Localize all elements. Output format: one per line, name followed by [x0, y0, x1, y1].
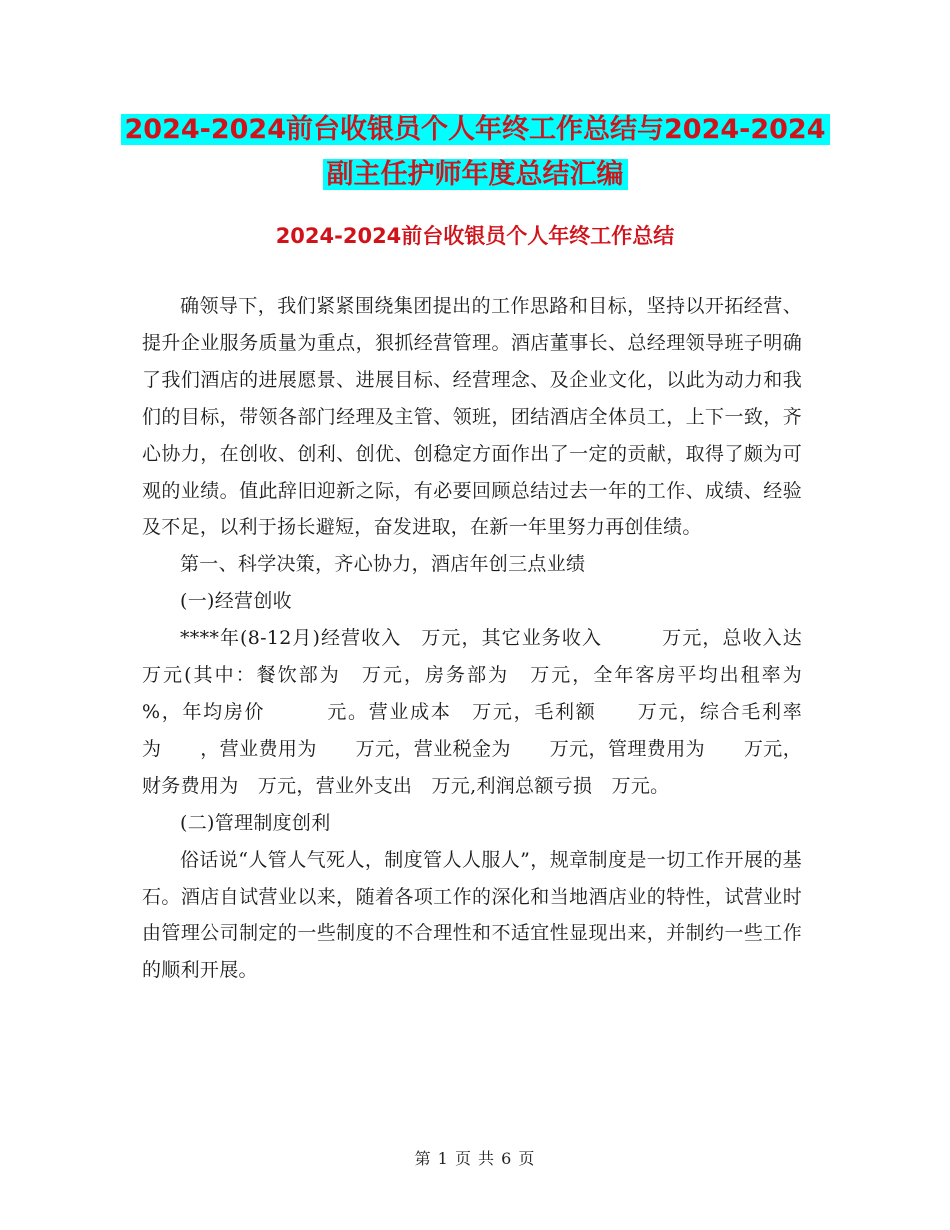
paragraph-revenue: ****年(8-12月)经营收入 万元，其它业务收入 万元，总收入达 万元(其中：餐饮部为 万元，房务部为 万元，全年客房平均出租率为 %，年均房价 元。营业成本 万元，毛利额 万元，综合毛利率为 ，营业费用为 万元，营业税金为 万元，管理费用为 万元，财务费用为 万元，营业外支出 万元,利润总额亏损 万元。: [142, 627, 841, 797]
document-body: [142, 288, 841, 989]
paragraph-rules: 俗话说“人管人气死人，制度管人人服人”，规章制度是一切工作开展的基石。酒店自试营业以来，随着各项工作的深化和当地酒店业的特性，试营业时由管理公司制定的一些制度的不合理性和不适宜性显现出来，并制约一些工作的顺利开展。: [142, 848, 802, 982]
paragraph-intro: 确领导下，我们紧紧围绕集团提出的工作思路和目标，坚持以开拓经营、提升企业服务质量为重点，狠抓经营管理。酒店董事长、总经理领导班子明确了我们酒店的进展愿景、进展目标、经营理念、及企业文化，以此为动力和我们的目标，带领各部门经理及主管、领班，团结酒店全体员工，上下一致，齐心协力，在创收、创利、创优、创稳定方面作出了一定的贡献，取得了颇为可观的业绩。值此辞旧迎新之际，有必要回顾总结过去一年的工作、成绩、经验及不足，以利于扬长避短，奋发进取，在新一年里努力再创佳绩。: [142, 295, 802, 539]
document-title-line-1: 2024-2024前台收银员个人年终工作总结与2024-2024: [0, 109, 950, 151]
page-footer: 第 1 页 共 6 页: [414, 1149, 536, 1168]
paragraph-heading-1: 第一、科学决策，齐心协力，酒店年创三点业绩: [180, 553, 586, 576]
document-title-line-2: 副主任护师年度总结汇编: [0, 154, 950, 196]
paragraph-subheading-2: (二)管理制度创利: [180, 811, 331, 834]
paragraph-subheading-1: (一)经营创收: [180, 590, 292, 613]
section-title: 2024-2024前台收银员个人年终工作总结: [275, 224, 675, 248]
